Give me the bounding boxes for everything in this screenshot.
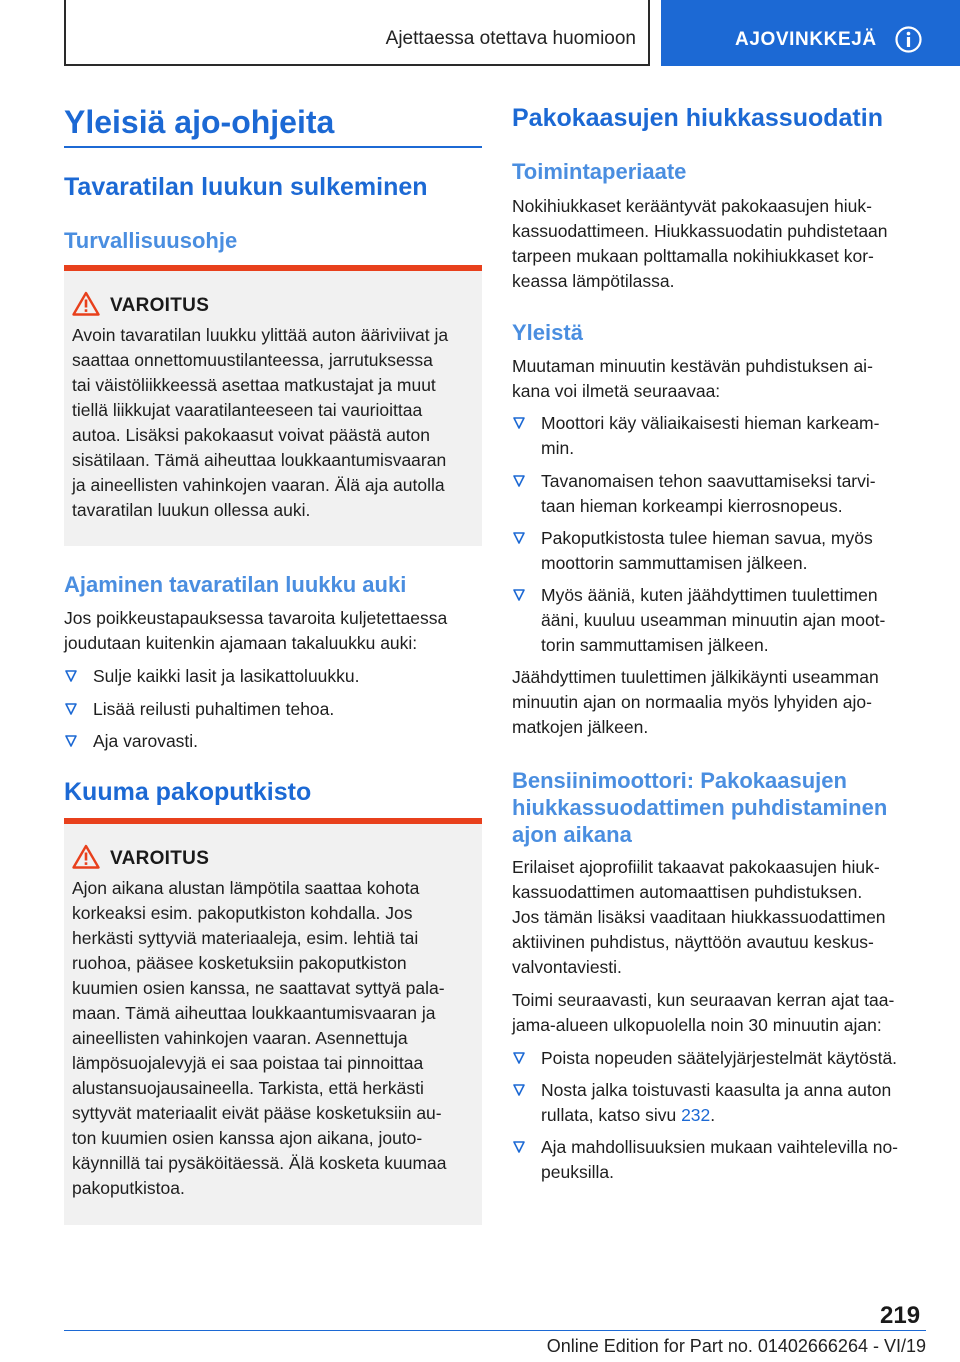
info-icon[interactable]: [895, 26, 922, 53]
triangle-bullet-icon: [512, 473, 526, 489]
driving-intro: Jos poikkeustapauksessa tavaroita kuljetettaessa joudutaan kuitenkin ajamaan takaluukku auki:: [64, 608, 448, 653]
triangle-bullet-icon: [512, 1050, 526, 1066]
warning-title: VAROITUS: [110, 848, 210, 869]
section-title: Ajettaessa otettava huomioon: [385, 28, 636, 49]
heading-driving-open: Ajaminen tavaratilan luukku auki: [64, 572, 407, 597]
page-heading: Yleisiä ajo-ohjeita: [64, 104, 335, 140]
warning-icon: [72, 291, 100, 316]
heading-particle-filter: Pakokaasujen hiukkassuodatin: [512, 104, 883, 132]
chapter-tab[interactable]: [661, 0, 960, 66]
general-text: Muutaman minuutin kestävän puhdistuksen ai- kana voi ilmetä seuraavaa:: [512, 356, 873, 401]
triangle-bullet-icon: [512, 415, 526, 431]
triangle-bullet-icon: [64, 668, 78, 684]
chapter-tab-label: AJOVINKKEJÄ: [735, 29, 877, 50]
triangle-bullet-icon: [512, 587, 526, 603]
fan-text: Jäähdyttimen tuulettimen jälkikäynti useamman minuutin ajan on normaalia myös lyhyiden ajo- matkojen jälkeen.: [512, 667, 879, 737]
triangle-bullet-icon: [512, 530, 526, 546]
warning-title: VAROITUS: [110, 295, 210, 316]
warning-box-exhaust: [64, 818, 482, 1225]
triangle-bullet-icon: [64, 701, 78, 717]
triangle-bullet-icon: [512, 1139, 526, 1155]
header-section-box: [64, 0, 650, 66]
heading-hot-exhaust: Kuuma pakoputkisto: [64, 778, 312, 806]
heading-trunk: Tavaratilan luukun sulkeminen: [64, 173, 428, 201]
triangle-bullet-icon: [64, 733, 78, 749]
heading-principle: Toimintaperiaate: [512, 159, 687, 184]
triangle-bullet-icon: [512, 1082, 526, 1098]
footer-rule: [64, 1330, 926, 1331]
principle-text: Nokihiukkaset kerääntyvät pakokaasujen hiuk- kassuodattimeen. Hiukkassuodatin puhdistetaan tarpeen mukaan polttamalla nokihiukkaset kor- keassa lämpötilassa.: [512, 196, 888, 291]
warning-text: Avoin tavaratilan luukku ylittää auton ääriviivat ja saattaa onnettomuustilanteessa, jarrutuksessa tai väistöliikkeessä asettaa matkustajat ja muut tiellä liikkujat vaaratilanteeseen tai vaurioittaa autoa. Lisäksi pakokaasut voivat päästä auton sisätilaan. Tämä aiheuttaa loukkaantumisvaaran ja aineellisten vahinkojen vaaran. Älä aja autolla tavaratilan luukun ollessa auki.: [72, 325, 449, 520]
heading-general: Yleistä: [512, 320, 583, 345]
page-number: 219: [880, 1302, 921, 1329]
warning-icon: [72, 844, 100, 869]
footer-edition: Online Edition for Part no. 01402666264 - VI/19: [546, 1336, 926, 1356]
heading-petrol-cleaning: Bensiinimoottori: Pakokaasujen hiukkassuodattimen puhdistaminen ajon aikana: [512, 768, 888, 847]
action-text: Toimi seuraavasti, kun seuraavan kerran ajat taa- jama-alueen ulkopuolella noin 30 minuutin ajan:: [512, 990, 895, 1035]
page-reference-link[interactable]: 232: [681, 1105, 711, 1125]
heading-rule: [64, 146, 482, 148]
petrol-text: Erilaiset ajoprofiilit takaavat pakokaasujen hiuk- kassuodattimen automaattisen puhdistuksen. Jos tämän lisäksi vaaditaan hiukkassuodattimen aktiivinen puhdistus, näyttöön avautuu keskus- valvontaviesti.: [512, 857, 886, 977]
warning-box-trunk: [64, 265, 482, 546]
heading-safety: Turvallisuusohje: [64, 228, 238, 253]
warning-text: Ajon aikana alustan lämpötila saattaa kohota korkeaksi esim. pakoputkiston kohdalla. Jos herkästi syttyviä materiaaleja, esim. lehtiä tai ruohoa, pääsee kosketuksiin pakoputkiston kuumien osien kanssa, ne saattavat syttyä pala- maan. Tämä aiheuttaa loukkaantumisvaaran ja aineellisten vahinkojen vaaran. Asennettuja lämpösuojalevyjä ei saa poistaa tai pinnoittaa alustansuojausaineella. Tarkista, että herkästi syttyvät materiaalit eivät pääse kosketuksiin au- ton kuumien osien kanssa ajon aikana, jouto- käynnillä tai pysäköitäessä. Älä kosketa kuumaa pakoputkistoa.: [72, 878, 447, 1198]
